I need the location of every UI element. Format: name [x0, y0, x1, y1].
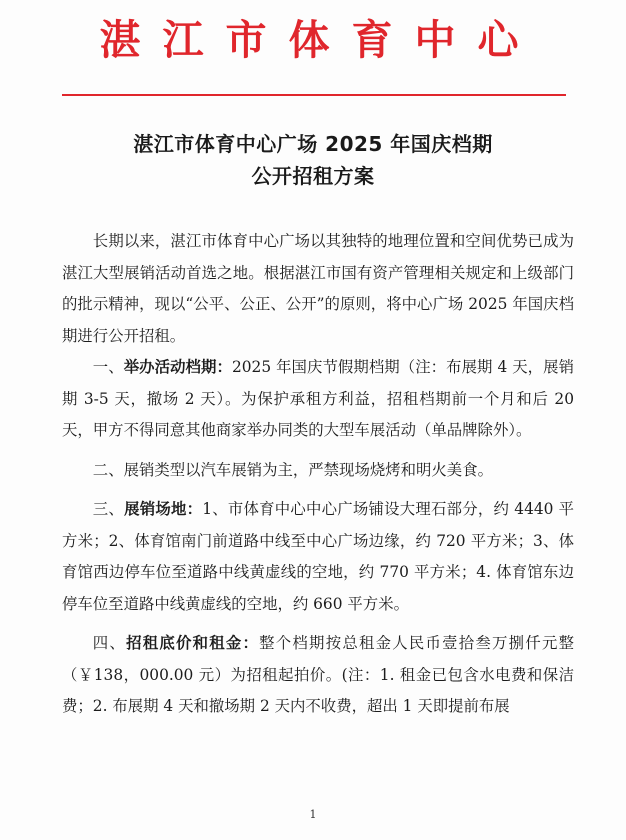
section-3-paragraph — [62, 494, 574, 620]
page-number: 1 — [309, 808, 317, 821]
section-1-heading: 举办活动档期： — [123, 358, 232, 376]
section-4-heading: 招租底价和租金： — [126, 634, 260, 652]
section-2-paragraph: 二、展销类型以汽车展销为主，严禁现场烧烤和明火美食。 — [92, 460, 493, 479]
section-3-heading: 展销场地： — [124, 500, 203, 518]
intro-paragraph: 长期以来，湛江市体育中心广场以其独特的地理位置和空间优势已成为湛江大型展销活动首选之地。根据湛江市国有资产管理相关规定和上级部门的批示精神，现以“公平、公正、公开”的原则，将中心广场 2025 年国庆档期进行公开招租。 — [62, 232, 574, 345]
letterhead: 湛江市体育中心 — [99, 16, 541, 64]
section-1-text: 2025 年国庆节假期档期（注：布展期 4 天，展销期 3-5 天，撤场 2 天）。为保护承租方利益，招租档期前一个月和后 20 天，甲方不得同意其他商家举办同类的大型车展活动（单品牌除外）。 — [62, 358, 574, 439]
document-title-line1: 湛江市体育中心广场 2025 年国庆档期 — [133, 132, 493, 156]
document-title-line2: 公开招租方案 — [251, 164, 375, 188]
section-4-paragraph — [62, 628, 574, 723]
section-4-text: 整个档期按总租金人民币壹拾叁万捌仟元整（￥138，000.00 元）为招租起拍价。(注：1. 租金已包含水电费和保洁费；2. 布展期 4 天和撤场期 2 天内不收费，超出 1 天即提前布展 — [62, 634, 574, 715]
section-3-text: 1、市体育中心中心广场铺设大理石部分，约 4440 平方米；2、体育馆南门前道路中线至中心广场边缘，约 720 平方米；3、体育馆西边停车位至道路中线黄虚线的空地，约 770 平方米；4. 体育馆东边停车位至道路中线黄虚线的空地，约 660 平方米。 — [62, 500, 574, 613]
section-1-prefix: 一、 — [92, 358, 124, 376]
document-body — [62, 226, 574, 723]
section-4-prefix: 四、 — [92, 634, 127, 652]
section-1-paragraph — [62, 352, 574, 447]
section-3-prefix: 三、 — [92, 500, 125, 518]
letterhead-rule — [62, 94, 566, 96]
